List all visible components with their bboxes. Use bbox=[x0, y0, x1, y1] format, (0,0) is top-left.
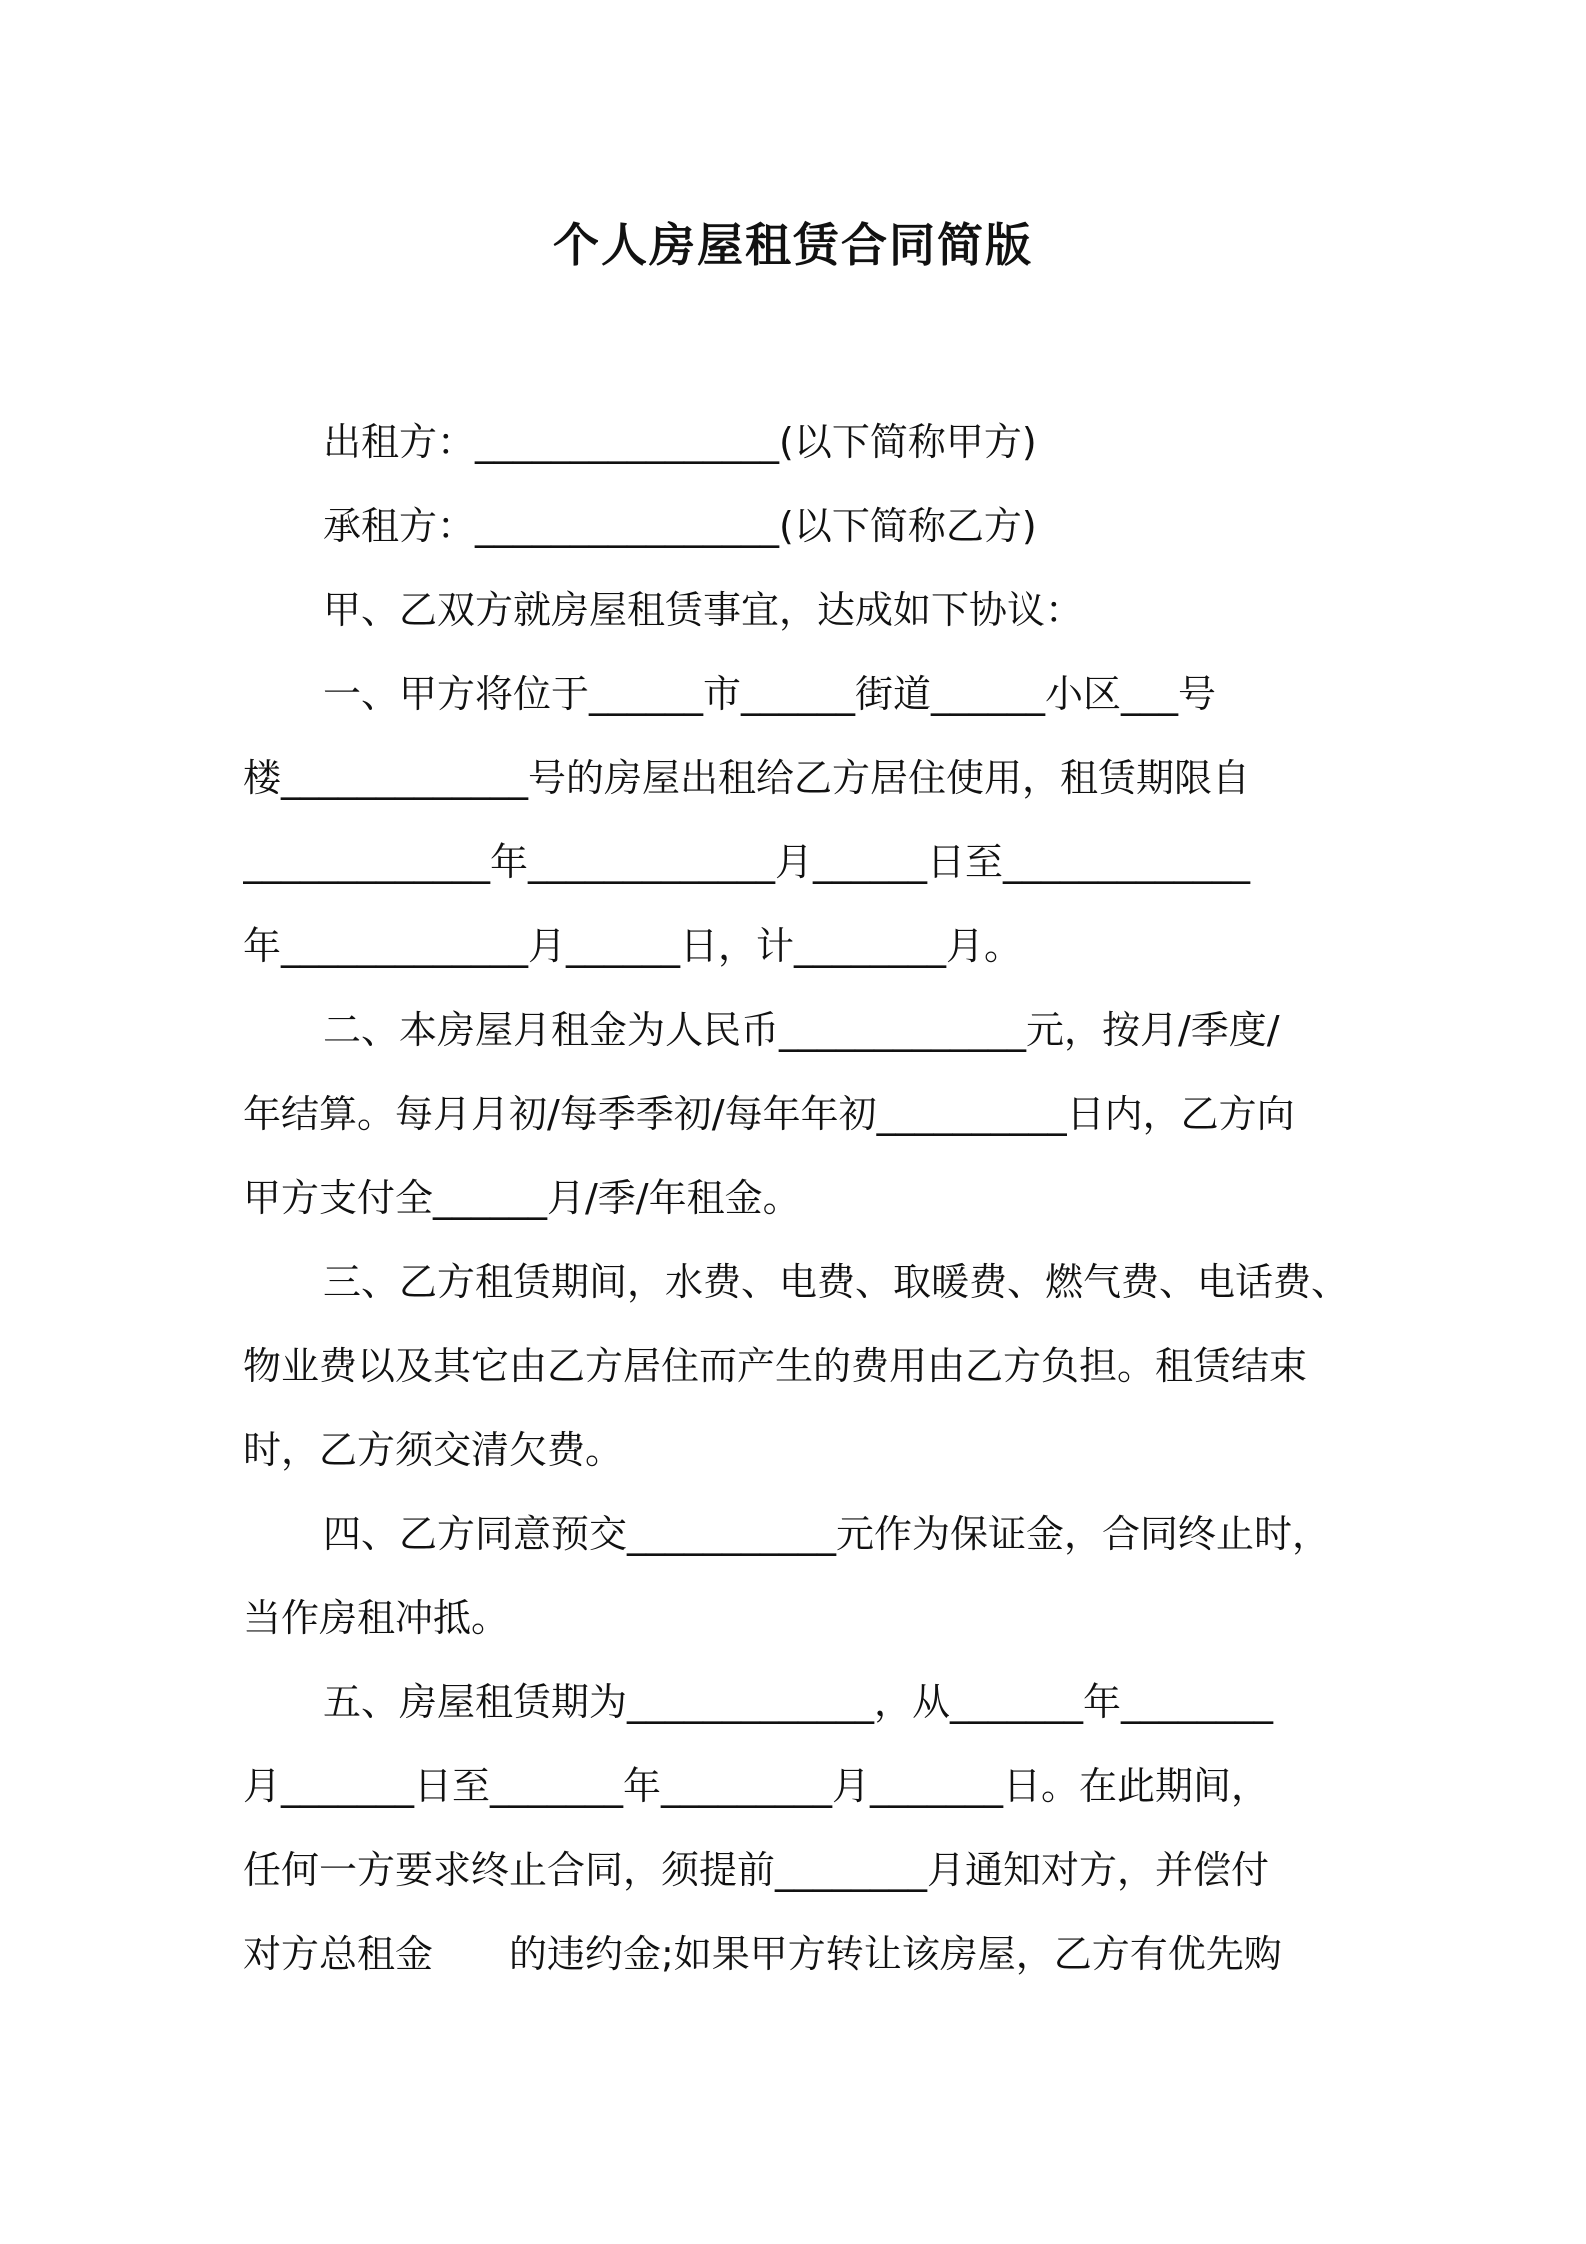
document-body bbox=[243, 400, 1368, 1996]
document-line: 当作房租冲抵。 bbox=[243, 1596, 510, 1640]
document-line: 楼_____________号的房屋出租给乙方居住使用，租赁期限自 bbox=[243, 756, 1251, 800]
document-line: 年结算。每月月初/每季季初/每年年初__________日内，乙方向 bbox=[243, 1092, 1295, 1136]
document-title: 个人房屋租赁合同简版 bbox=[553, 218, 1033, 272]
document-line: 甲、乙双方就房屋租赁事宜，达成如下协议： bbox=[323, 588, 1084, 632]
document-line: 一、甲方将位于______市______街道______小区___号 bbox=[323, 672, 1217, 716]
document-line: 时，乙方须交清欠费。 bbox=[243, 1428, 624, 1472]
document-line: 出租方：________________(以下简称甲方) bbox=[323, 420, 1037, 464]
document-line: 月_______日至_______年_________月_______日。在此期间， bbox=[243, 1764, 1270, 1808]
document-line: _____________年_____________月______日至_____________ bbox=[243, 840, 1251, 884]
document-line: 对方总租金 的违约金;如果甲方转让该房屋，乙方有优先购 bbox=[243, 1932, 1282, 1976]
document-line: 四、乙方同意预交___________元作为保证金，合同终止时， bbox=[323, 1512, 1331, 1556]
document-line: 任何一方要求终止合同，须提前________月通知对方，并偿付 bbox=[243, 1848, 1270, 1892]
document-line: 三、乙方租赁期间，水费、电费、取暖费、燃气费、电话费、 bbox=[323, 1260, 1350, 1304]
document-line: 五、房屋租赁期为_____________，从_______年________ bbox=[323, 1680, 1274, 1724]
document-line: 甲方支付全______月/季/年租金。 bbox=[243, 1176, 801, 1220]
document-line: 年_____________月______日，计________月。 bbox=[243, 924, 1023, 968]
document-line: 物业费以及其它由乙方居住而产生的费用由乙方负担。租赁结束 bbox=[243, 1344, 1308, 1388]
document-line: 承租方：________________(以下简称乙方) bbox=[323, 504, 1037, 548]
document-line: 二、本房屋月租金为人民币_____________元，按月/季度/ bbox=[323, 1008, 1280, 1052]
